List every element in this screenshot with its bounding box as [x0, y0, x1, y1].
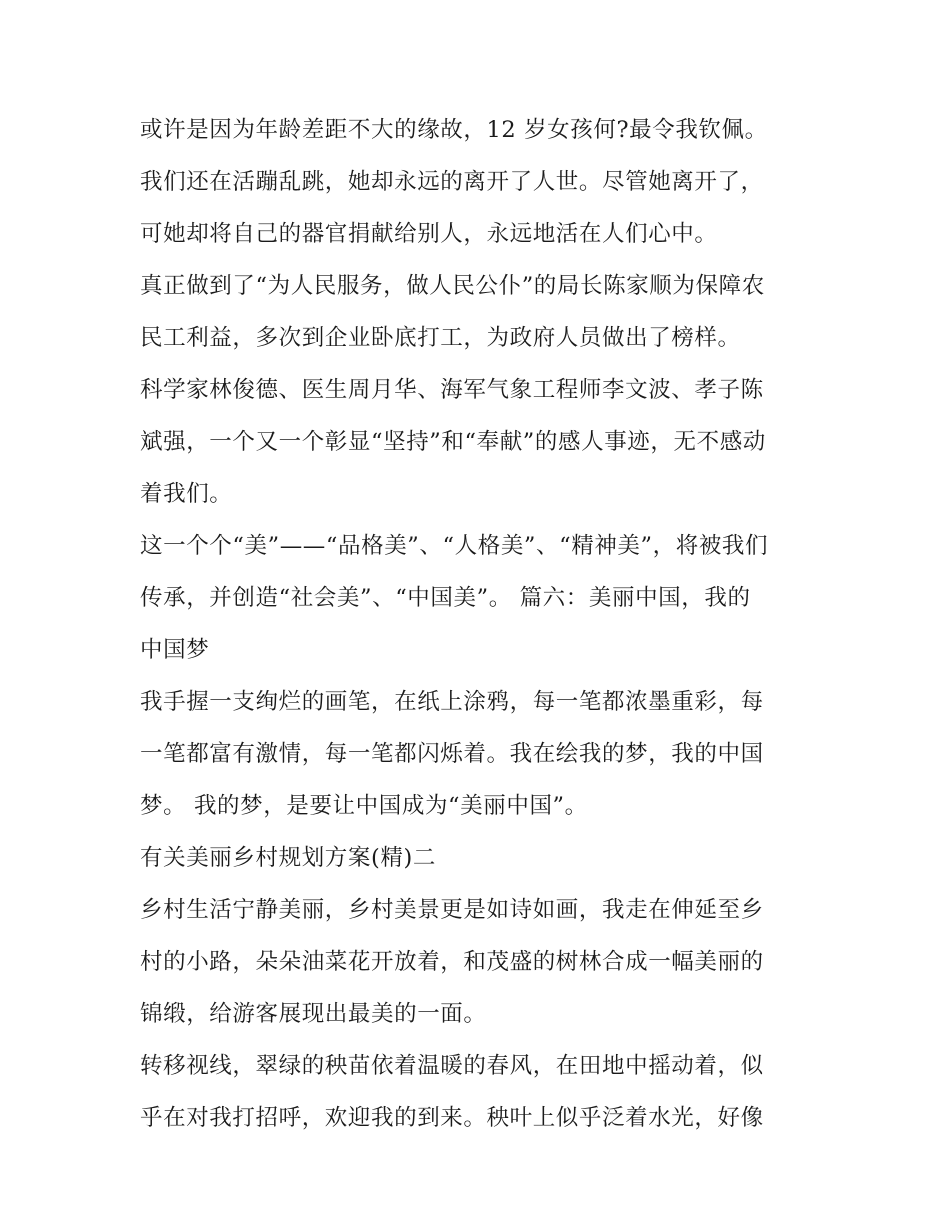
- text-line: 真正做到了“为人民服务，做人民公仆”的局长陈家顺为保障农: [140, 273, 765, 299]
- text-line: 村的小路，朵朵油菜花开放着，和茂盛的树林合成一幅美丽的: [140, 949, 764, 975]
- text-line: 锦缎，给游客展现出最美的一面。: [140, 1001, 487, 1027]
- text-line: 民工利益，多次到企业卧底打工，为政府人员做出了榜样。: [140, 325, 741, 351]
- text-line: 着我们。: [140, 481, 233, 507]
- text-line: 科学家林俊德、医生周月华、海军气象工程师李文波、孝子陈: [140, 377, 764, 403]
- text-line: 中国梦: [140, 637, 210, 663]
- text-line: 可她却将自己的器官捐献给别人，永远地活在人们心中。: [140, 221, 718, 247]
- text-line: 一笔都富有激情，每一笔都闪烁着。我在绘我的梦，我的中国: [140, 741, 764, 767]
- text-line: 我们还在活蹦乱跳，她却永远的离开了人世。尽管她离开了，: [140, 169, 764, 195]
- text-line: 我手握一支绚烂的画笔，在纸上涂鸦，每一笔都浓墨重彩，每: [140, 689, 764, 715]
- section-heading: 有关美丽乡村规划方案(精)二: [140, 845, 436, 871]
- text-line: 或许是因为年龄差距不大的缘故，12 岁女孩何?最令我钦佩。: [140, 117, 768, 143]
- text-line: 乎在对我打招呼，欢迎我的到来。秧叶上似乎泛着水光，好像: [140, 1105, 764, 1131]
- document-body: [140, 104, 820, 1144]
- text-line: 传承，并创造“社会美”、“中国美”。 篇六：美丽中国，我的: [140, 585, 751, 611]
- text-line: 梦。 我的梦，是要让中国成为“美丽中国”。: [140, 793, 588, 819]
- text-line: 斌强，一个又一个彰显“坚持”和“奉献”的感人事迹，无不感动: [140, 429, 766, 455]
- text-line: 乡村生活宁静美丽，乡村美景更是如诗如画，我走在伸延至乡: [140, 897, 764, 923]
- text-line: 转移视线，翠绿的秧苗依着温暖的春风，在田地中摇动着，似: [140, 1053, 764, 1079]
- text-line: 这一个个“美”——“品格美”、“人格美”、“精神美”，将被我们: [140, 533, 769, 559]
